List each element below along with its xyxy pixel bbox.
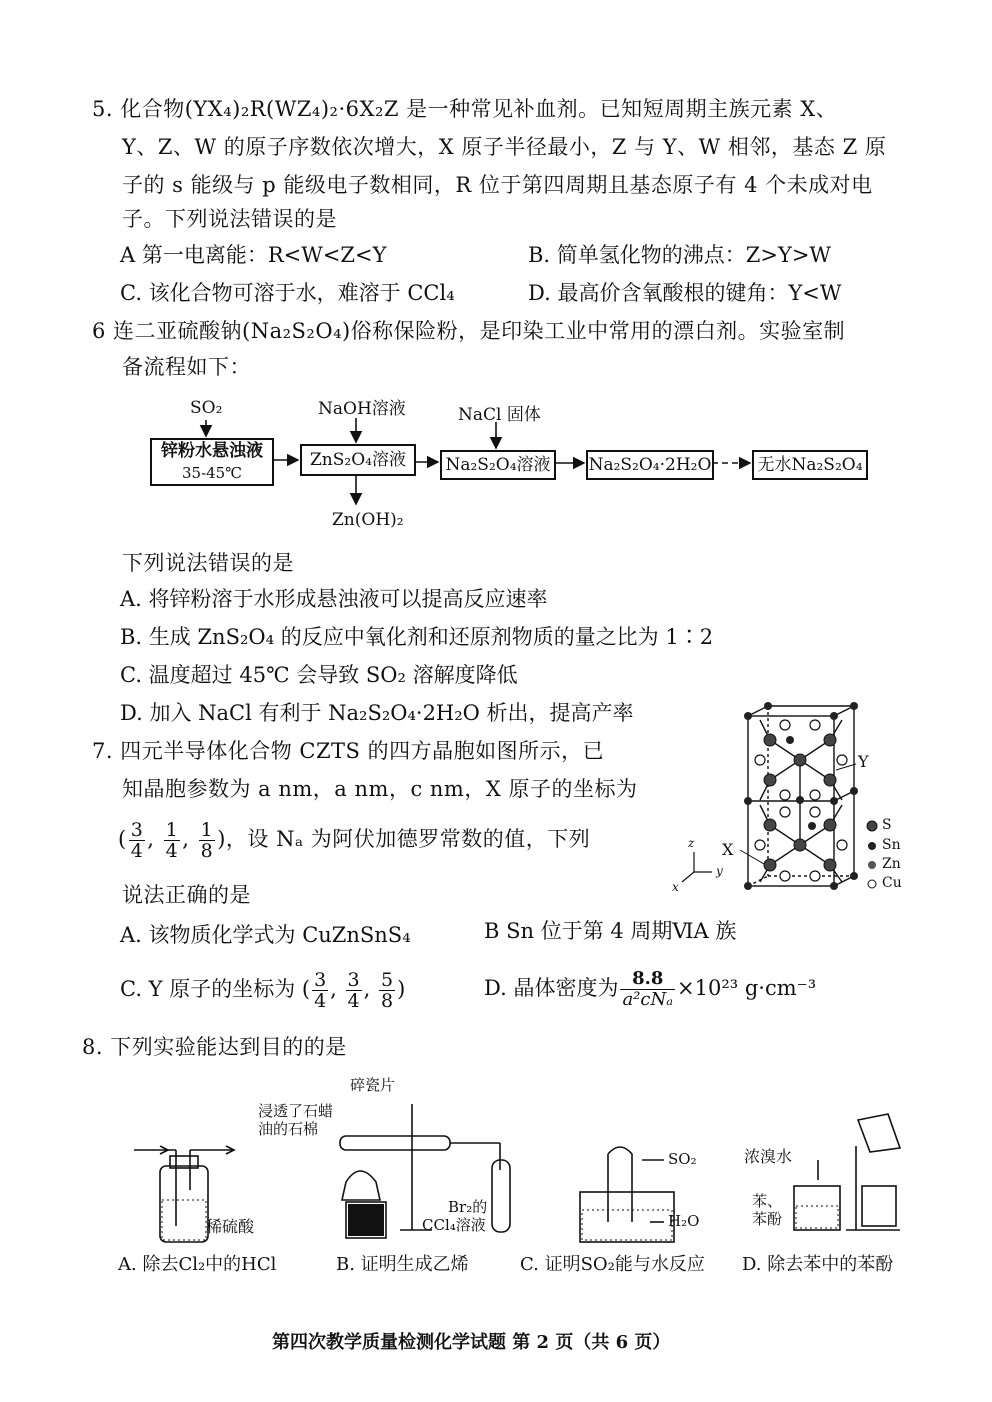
fig-c-label-h2o: H₂O bbox=[668, 1212, 700, 1230]
q5-line-4: 子。下列说法错误的是 bbox=[122, 207, 337, 231]
q7-option-a: A. 该物质化学式为 CuZnSnS₄ bbox=[120, 923, 411, 947]
fig-c-label-so2: SO₂ bbox=[668, 1150, 697, 1168]
fig-d-label-left2: 苯酚 bbox=[752, 1210, 783, 1228]
flow-box-na2s2o4-solution: Na₂S₂O₄溶液 bbox=[440, 450, 556, 480]
fig-b-label-right1: Br₂的 bbox=[448, 1198, 488, 1216]
fig-a-caption: A. 除去Cl₂中的HCl bbox=[118, 1254, 277, 1275]
axis-y-label: y bbox=[716, 864, 723, 878]
fig-d-caption: D. 除去苯中的苯酚 bbox=[742, 1254, 894, 1275]
crystal-label-x: X bbox=[722, 840, 734, 859]
flow-box-zns2o4: ZnS₂O₄溶液 bbox=[300, 444, 416, 476]
q7-frac-z: $\frac{1}{8}$ bbox=[200, 819, 214, 862]
q7-line-4: 说法正确的是 bbox=[122, 883, 251, 907]
legend-sn: Sn bbox=[882, 837, 901, 853]
q7-line-1: 7. 四元半导体化合物 CZTS 的四方晶胞如图所示，已 bbox=[92, 739, 605, 763]
crystal-label-y: Y bbox=[858, 752, 869, 771]
legend-cu: Cu bbox=[882, 875, 902, 891]
fig-a-label: 稀硫酸 bbox=[206, 1217, 255, 1236]
flow-box-anhydrous: 无水Na₂S₂O₄ bbox=[752, 450, 868, 480]
q7-option-c: C. Y 原子的坐标为 ( $\frac{3}{4}$ , $\frac{3}{4}$ , $\frac{5}{8}$ ) bbox=[120, 969, 406, 1012]
q6-option-c: C. 温度超过 45℃ 会导致 SO₂ 溶解度降低 bbox=[120, 663, 518, 687]
q5-option-d: D. 最高价含氧酸根的键角：Y<W bbox=[528, 281, 842, 305]
q6-option-a: A. 将锌粉溶于水形成悬浊液可以提高反应速率 bbox=[120, 587, 548, 611]
q6-option-d: D. 加入 NaCl 有利于 Na₂S₂O₄·2H₂O 析出，提高产率 bbox=[120, 701, 634, 725]
q6-line-1: 6 连二亚硫酸钠(Na₂S₂O₄)俗称保险粉，是印染工业中常用的漂白剂。实验室制 bbox=[92, 319, 846, 343]
page-footer: 第四次教学质量检测化学试题 第 2 页（共 6 页） bbox=[272, 1332, 671, 1353]
fig-b-label-right2: CCl₄溶液 bbox=[422, 1216, 486, 1234]
flow-naoh-label: NaOH溶液 bbox=[318, 399, 406, 419]
axis-z-label: z bbox=[688, 836, 695, 850]
q5-line-3: 子的 s 能级与 p 能级电子数相同，R 位于第四周期且基态原子有 4 个未成对电 bbox=[122, 173, 873, 197]
q5-line-2: Y、Z、W 的原子序数依次增大，X 原子半径最小，Z 与 Y、W 相邻，基态 Z 原 bbox=[122, 135, 887, 159]
flow-box-zinc-suspension: 锌粉水悬浊液 35-45℃ bbox=[150, 438, 274, 486]
fig-b-label-left2: 油的石棉 bbox=[258, 1120, 319, 1138]
fig-b-caption: B. 证明生成乙烯 bbox=[336, 1254, 469, 1275]
q6-stem: 下列说法错误的是 bbox=[122, 551, 294, 575]
fig-d-label-top: 浓溴水 bbox=[744, 1147, 793, 1166]
fig-b-label-left1: 浸透了石蜡 bbox=[258, 1102, 334, 1120]
fig-d-label-left1: 苯、 bbox=[752, 1192, 783, 1210]
q5-option-b: B. 简单氢化物的沸点：Z>Y>W bbox=[528, 243, 832, 267]
q6-option-b: B. 生成 ZnS₂O₄ 的反应中氧化剂和还原剂物质的量之比为 1∶2 bbox=[120, 625, 714, 649]
q7-frac-x: $\frac{3}{4}$ bbox=[130, 819, 144, 862]
q6-line-2: 备流程如下： bbox=[122, 355, 251, 379]
q5-line-1: 5. 化合物(YX₄)₂R(WZ₄)₂·6X₂Z 是一种常见补血剂。已知短周期主族元素 X、 bbox=[92, 97, 838, 121]
q7-option-b: B Sn 位于第 4 周期ⅥA 族 bbox=[484, 919, 737, 943]
q7-line-3: ( $\frac{3}{4}$ , $\frac{1}{4}$ , $\frac{1}{8}$ )，设 Nₐ 为阿伏加德罗常数的值，下列 bbox=[118, 819, 591, 862]
axis-x-label: x bbox=[672, 880, 679, 894]
legend-zn: Zn bbox=[882, 856, 901, 872]
flow-box-na2s2o4-hydrate: Na₂S₂O₄·2H₂O bbox=[586, 450, 714, 480]
flow-znoh2-label: Zn(OH)₂ bbox=[332, 510, 404, 530]
q7-option-d: D. 晶体密度为 $\frac{8.8}{\text{a²cNₐ}}$ ×10²³ g·cm⁻³ bbox=[484, 968, 817, 1010]
q8-stem: 8. 下列实验能达到目的的是 bbox=[82, 1035, 347, 1059]
legend-s: S bbox=[882, 817, 892, 833]
fig-b-label-top: 碎瓷片 bbox=[350, 1076, 396, 1094]
fig-c-caption: C. 证明SO₂能与水反应 bbox=[520, 1254, 705, 1275]
q7-frac-y: $\frac{1}{4}$ bbox=[165, 819, 179, 862]
flow-so2-label: SO₂ bbox=[190, 398, 223, 418]
flow-nacl-label: NaCl 固体 bbox=[458, 405, 541, 425]
q5-option-a: A 第一电离能：R<W<Z<Y bbox=[120, 243, 387, 267]
q5-option-c: C. 该化合物可溶于水，难溶于 CCl₄ bbox=[120, 281, 455, 305]
q7-line-2: 知晶胞参数为 a nm，a nm，c nm，X 原子的坐标为 bbox=[122, 777, 638, 801]
